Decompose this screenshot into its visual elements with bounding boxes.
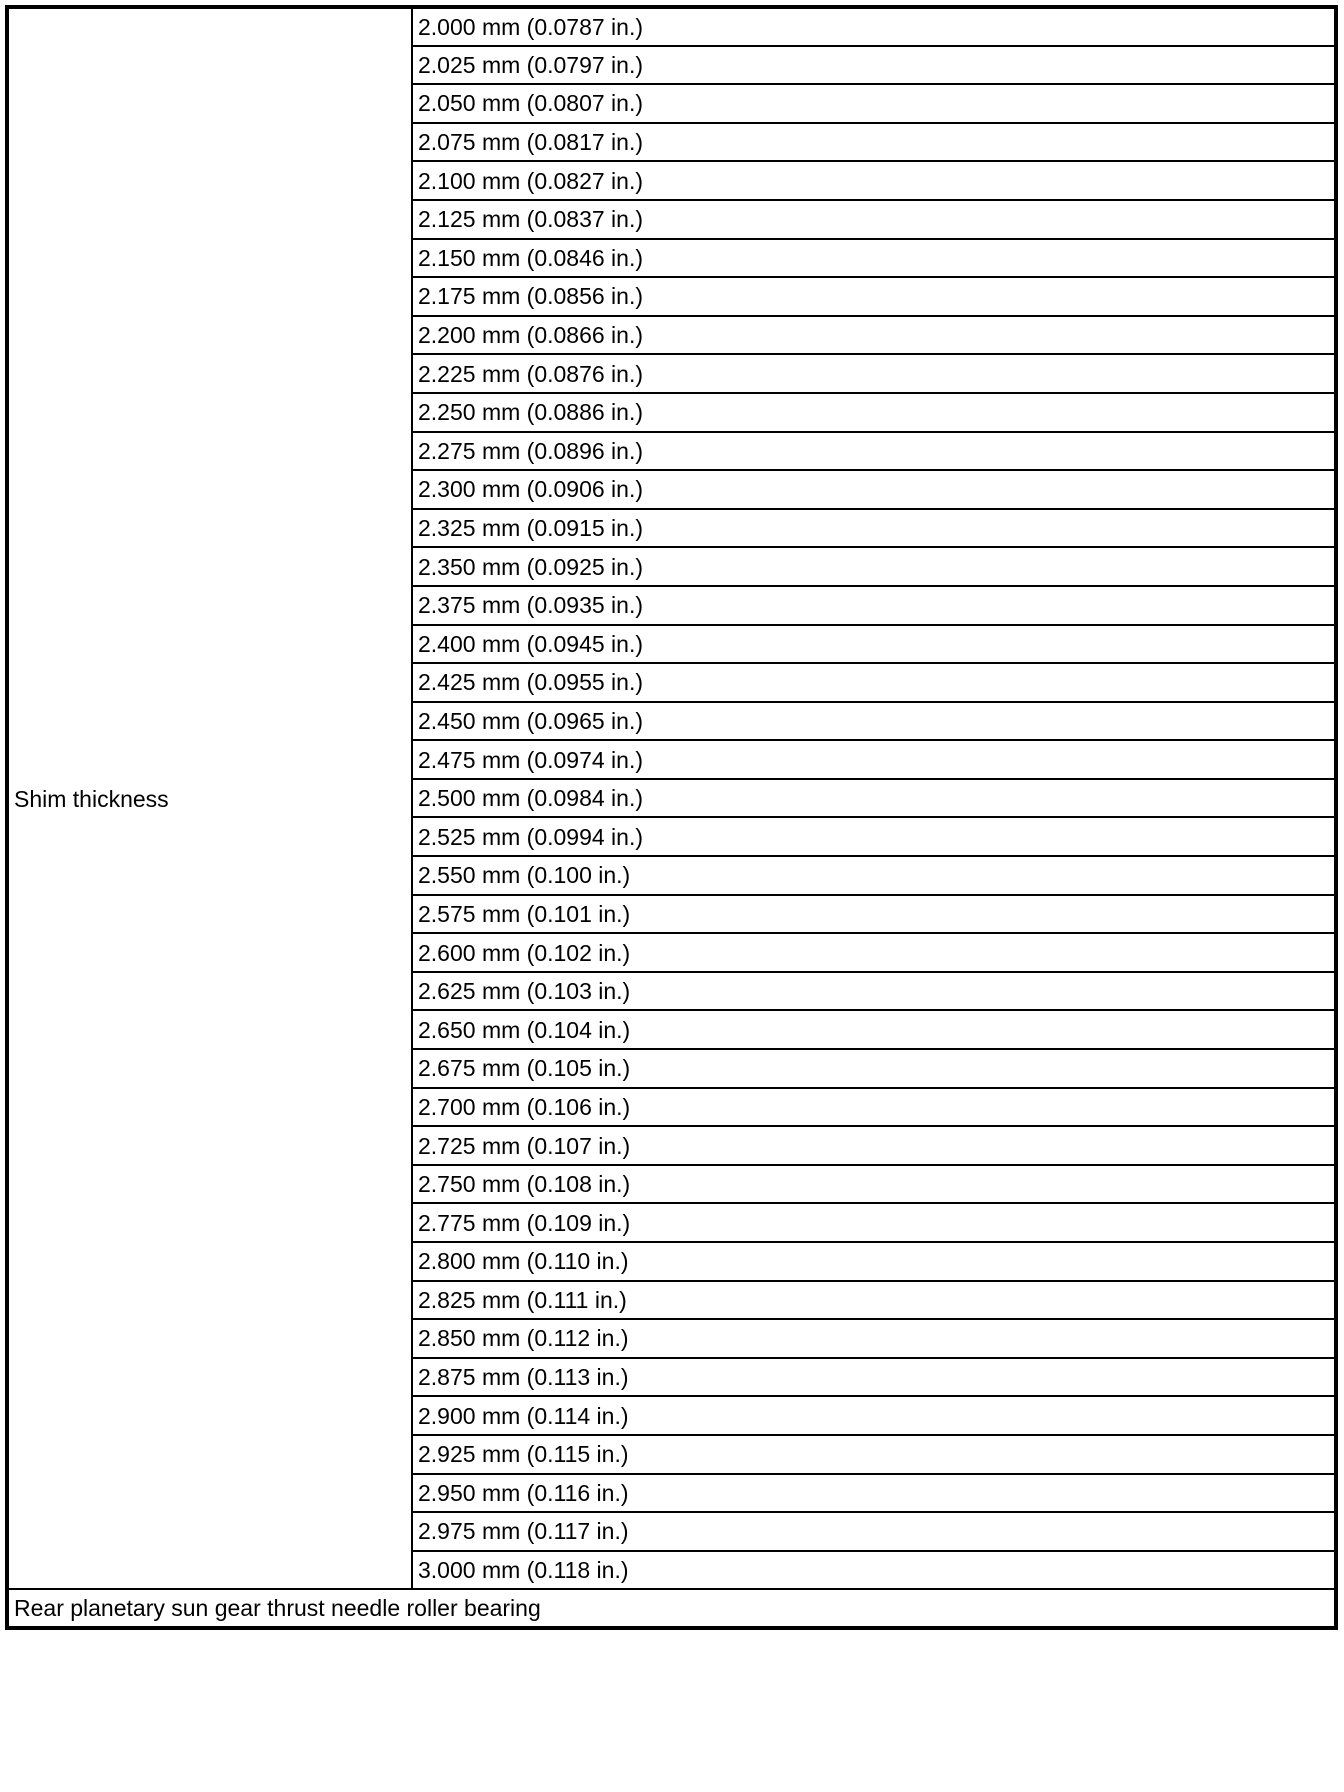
shim-thickness-value: 2.950 mm (0.116 in.) [412, 1474, 1336, 1513]
shim-thickness-value: 2.225 mm (0.0876 in.) [412, 354, 1336, 393]
table-footer-row [7, 1589, 1336, 1628]
shim-thickness-value: 2.775 mm (0.109 in.) [412, 1203, 1336, 1242]
shim-thickness-value: 2.525 mm (0.0994 in.) [412, 817, 1336, 856]
shim-thickness-value: 2.900 mm (0.114 in.) [412, 1396, 1336, 1435]
shim-thickness-value: 2.600 mm (0.102 in.) [412, 933, 1336, 972]
shim-thickness-value: 2.650 mm (0.104 in.) [412, 1010, 1336, 1049]
shim-thickness-value: 2.475 mm (0.0974 in.) [412, 740, 1336, 779]
shim-thickness-value: 2.550 mm (0.100 in.) [412, 856, 1336, 895]
shim-thickness-value: 2.500 mm (0.0984 in.) [412, 779, 1336, 818]
shim-thickness-value: 2.125 mm (0.0837 in.) [412, 200, 1336, 239]
table-body [7, 7, 1336, 1628]
shim-thickness-value: 2.100 mm (0.0827 in.) [412, 161, 1336, 200]
shim-thickness-value: 2.250 mm (0.0886 in.) [412, 393, 1336, 432]
shim-thickness-value: 2.725 mm (0.107 in.) [412, 1126, 1336, 1165]
shim-thickness-label: Shim thickness [7, 7, 412, 1589]
shim-thickness-value: 2.325 mm (0.0915 in.) [412, 509, 1336, 548]
table-row [7, 7, 1336, 46]
shim-thickness-value: 2.275 mm (0.0896 in.) [412, 432, 1336, 471]
shim-thickness-value: 2.750 mm (0.108 in.) [412, 1165, 1336, 1204]
shim-thickness-value: 2.800 mm (0.110 in.) [412, 1242, 1336, 1281]
shim-thickness-value: 2.000 mm (0.0787 in.) [412, 7, 1336, 46]
shim-thickness-value: 2.350 mm (0.0925 in.) [412, 547, 1336, 586]
shim-thickness-value: 2.825 mm (0.111 in.) [412, 1281, 1336, 1320]
shim-thickness-value: 2.625 mm (0.103 in.) [412, 972, 1336, 1011]
shim-thickness-value: 2.200 mm (0.0866 in.) [412, 316, 1336, 355]
shim-thickness-value: 2.575 mm (0.101 in.) [412, 895, 1336, 934]
shim-thickness-value: 2.025 mm (0.0797 in.) [412, 46, 1336, 85]
shim-thickness-value: 2.050 mm (0.0807 in.) [412, 84, 1336, 123]
shim-thickness-value: 3.000 mm (0.118 in.) [412, 1551, 1336, 1590]
shim-thickness-value: 2.700 mm (0.106 in.) [412, 1088, 1336, 1127]
shim-thickness-value: 2.375 mm (0.0935 in.) [412, 586, 1336, 625]
shim-thickness-value: 2.975 mm (0.117 in.) [412, 1512, 1336, 1551]
shim-thickness-value: 2.450 mm (0.0965 in.) [412, 702, 1336, 741]
shim-thickness-value: 2.300 mm (0.0906 in.) [412, 470, 1336, 509]
shim-thickness-value: 2.175 mm (0.0856 in.) [412, 277, 1336, 316]
shim-thickness-value: 2.675 mm (0.105 in.) [412, 1049, 1336, 1088]
shim-thickness-value: 2.075 mm (0.0817 in.) [412, 123, 1336, 162]
bearing-name: Rear planetary sun gear thrust needle roller bearing [7, 1589, 1336, 1628]
shim-thickness-value: 2.925 mm (0.115 in.) [412, 1435, 1336, 1474]
shim-thickness-value: 2.150 mm (0.0846 in.) [412, 239, 1336, 278]
shim-thickness-value: 2.850 mm (0.112 in.) [412, 1319, 1336, 1358]
shim-thickness-value: 2.400 mm (0.0945 in.) [412, 625, 1336, 664]
shim-thickness-table [5, 5, 1338, 1630]
shim-thickness-value: 2.875 mm (0.113 in.) [412, 1358, 1336, 1397]
shim-thickness-value: 2.425 mm (0.0955 in.) [412, 663, 1336, 702]
